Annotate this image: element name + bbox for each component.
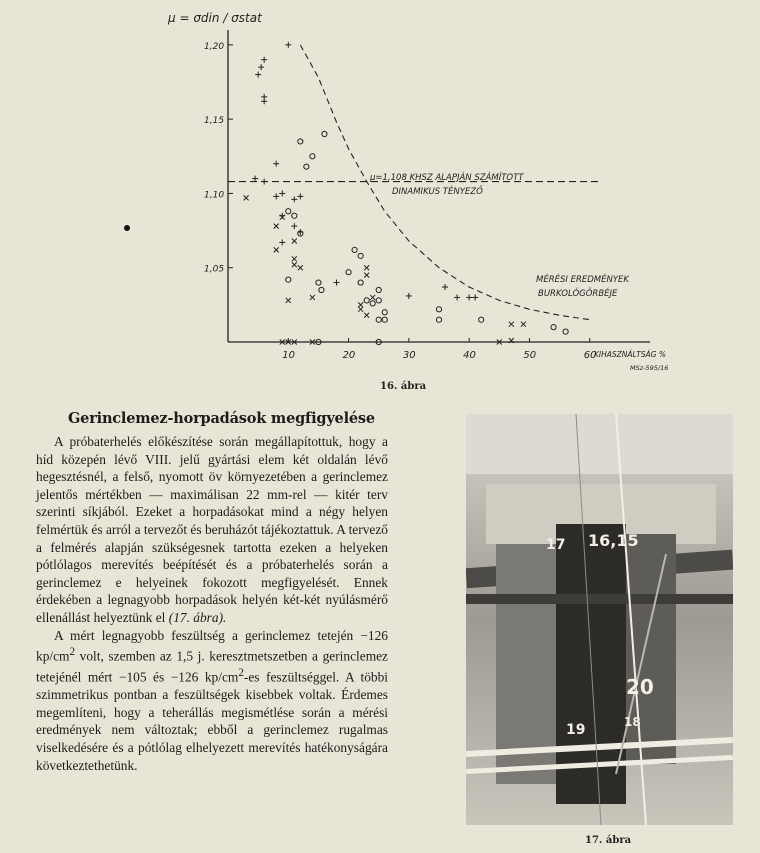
point-cross xyxy=(292,256,297,261)
x-tick-label: 10 xyxy=(282,350,296,361)
point-circle xyxy=(551,325,556,330)
point-plus xyxy=(472,294,478,300)
threshold-note-1: μ=1,108 KHSZ ALAPJÁN SZÁMÍTOTT xyxy=(370,173,524,183)
envelope-note-2: BURKOLÓGÖRBÉJE xyxy=(538,289,618,299)
x-axis-label: KIHASZNÁLTSÁG % xyxy=(594,350,667,359)
point-cross xyxy=(370,295,375,300)
point-cross xyxy=(509,322,514,327)
point-plus xyxy=(261,98,267,104)
photo-label-b: 17 xyxy=(546,537,566,553)
point-plus xyxy=(285,42,291,48)
figure-16-chart xyxy=(160,0,720,380)
x-tick-label: 60 xyxy=(583,350,597,361)
point-plus xyxy=(334,280,340,286)
point-circle xyxy=(436,317,441,322)
point-circle xyxy=(298,139,303,144)
chart-ticks xyxy=(204,42,596,361)
point-circle xyxy=(370,301,375,306)
figure-reference: (17. ábra). xyxy=(168,609,227,625)
point-plus xyxy=(279,239,285,245)
point-plus xyxy=(291,196,297,202)
point-plus xyxy=(454,294,460,300)
y-axis-label: μ = σdin / σstat xyxy=(168,11,262,25)
point-circle xyxy=(322,131,327,136)
point-circle xyxy=(358,253,363,258)
paragraph-1: A próbaterhelés előkészítése során megállapítottuk, hogy a híd közepén lévő VIII. jelű gyártási elem két oldalán lévő hegesztésnél, a felső, nyomott öv környezetében a gerinclemez jelentős mértékben — maximálisan 22 mm-rel — kitér terv szerinti síkjából. Ezeket a horpadásokat mind a négy helyen felmértük és arról a tervezőt és beruházót tájékoztattuk. A tervező a felmérés alapján szükségesnek tartotta ezeken a helyeken pótlólagos merevítés beépítését és a próbaterhelés során a gerinclemez e helyeinek fokozott megfigyelését. Ennek érdekében a legnagyobb horpadások helyén két-két nyúlásmérő ellenállást helyeztünk el (17. ábra). xyxy=(36,434,388,625)
y-tick-label: 1,10 xyxy=(204,190,225,201)
photo-label-e: 18 xyxy=(624,715,641,729)
x-tick-label: 50 xyxy=(523,350,537,361)
point-circle xyxy=(346,270,351,275)
point-circle xyxy=(563,329,568,334)
threshold-note-2: DINAMIKUS TÉNYEZŐ xyxy=(392,187,483,197)
point-cross xyxy=(292,262,297,267)
point-cross xyxy=(244,195,249,200)
photo-label-d: 19 xyxy=(566,722,586,738)
point-plus xyxy=(466,294,472,300)
point-circle xyxy=(376,287,381,292)
point-circle xyxy=(352,247,357,252)
point-cross xyxy=(358,307,363,312)
x-tick-label: 20 xyxy=(342,350,356,361)
point-circle xyxy=(382,310,387,315)
point-cross xyxy=(310,295,315,300)
x-tick-label: 40 xyxy=(463,350,476,361)
point-plus xyxy=(255,72,261,78)
point-plus xyxy=(297,193,303,199)
point-circle xyxy=(292,213,297,218)
figure-stamp: MSz-595/16 xyxy=(630,364,669,372)
point-plus xyxy=(291,223,297,229)
point-plus xyxy=(261,57,267,63)
point-cross xyxy=(521,322,526,327)
photo-label-a: 16,15 xyxy=(588,531,639,550)
point-circle xyxy=(316,280,321,285)
point-plus xyxy=(261,179,267,185)
article-body xyxy=(36,433,388,774)
point-cross xyxy=(292,238,297,243)
point-plus xyxy=(273,193,279,199)
point-circle xyxy=(319,287,324,292)
point-cross xyxy=(286,298,291,303)
paragraph-2: A mért legnagyobb feszültség a gerinclemez tetején −126 $kp/cm^2$ volt, szemben az 1,5 j. keresztmetszetben a gerinclemez tetejénél mért −105 és −126 $kp/cm^2-es$ feszültséggel. A többi szimmetrikus pontban a feszültségek kisebbek voltak. Érdemes megemlíteni, hogy a teherállás megismétlése során a mérési eredmények nem változtak; ebből a gerinclemez rugalmas viselkedésére és a pótlólag elhelyezett merevítés hatékonyságára következtethetünk. xyxy=(36,627,389,773)
point-circle xyxy=(436,307,441,312)
point-circle xyxy=(479,317,484,322)
figure-17-photo xyxy=(466,414,733,825)
figure-16-caption: 16. ábra xyxy=(380,381,427,392)
point-plus xyxy=(258,64,264,70)
figure-17-caption: 17. ábra xyxy=(585,835,632,846)
point-circle xyxy=(310,154,315,159)
point-cross xyxy=(364,313,369,318)
y-tick-label: 1,20 xyxy=(204,41,225,52)
point-cross xyxy=(364,265,369,270)
photo-label-c: 20 xyxy=(626,675,654,699)
point-circle xyxy=(376,317,381,322)
point-plus xyxy=(273,161,279,167)
point-circle xyxy=(286,209,291,214)
y-tick-label: 1,15 xyxy=(204,116,225,127)
point-plus xyxy=(406,293,412,299)
point-plus xyxy=(252,176,258,182)
point-circle xyxy=(382,317,387,322)
point-circle xyxy=(358,280,363,285)
envelope-note-1: MÉRÉSI EREDMÉNYEK xyxy=(536,275,629,285)
point-cross xyxy=(298,265,303,270)
point-circle xyxy=(364,298,369,303)
point-circle xyxy=(376,298,381,303)
y-tick-label: 1,05 xyxy=(204,264,225,275)
point-plus xyxy=(442,284,448,290)
article-title: Gerinclemez-horpadások megfigyelése xyxy=(68,410,375,427)
point-cross xyxy=(358,302,363,307)
point-cross xyxy=(364,273,369,278)
point-circle xyxy=(286,277,291,282)
point-cross xyxy=(274,224,279,229)
point-circle xyxy=(304,164,309,169)
x-tick-label: 30 xyxy=(402,350,416,361)
stray-dot xyxy=(124,225,130,231)
point-plus xyxy=(279,190,285,196)
point-cross xyxy=(274,247,279,252)
